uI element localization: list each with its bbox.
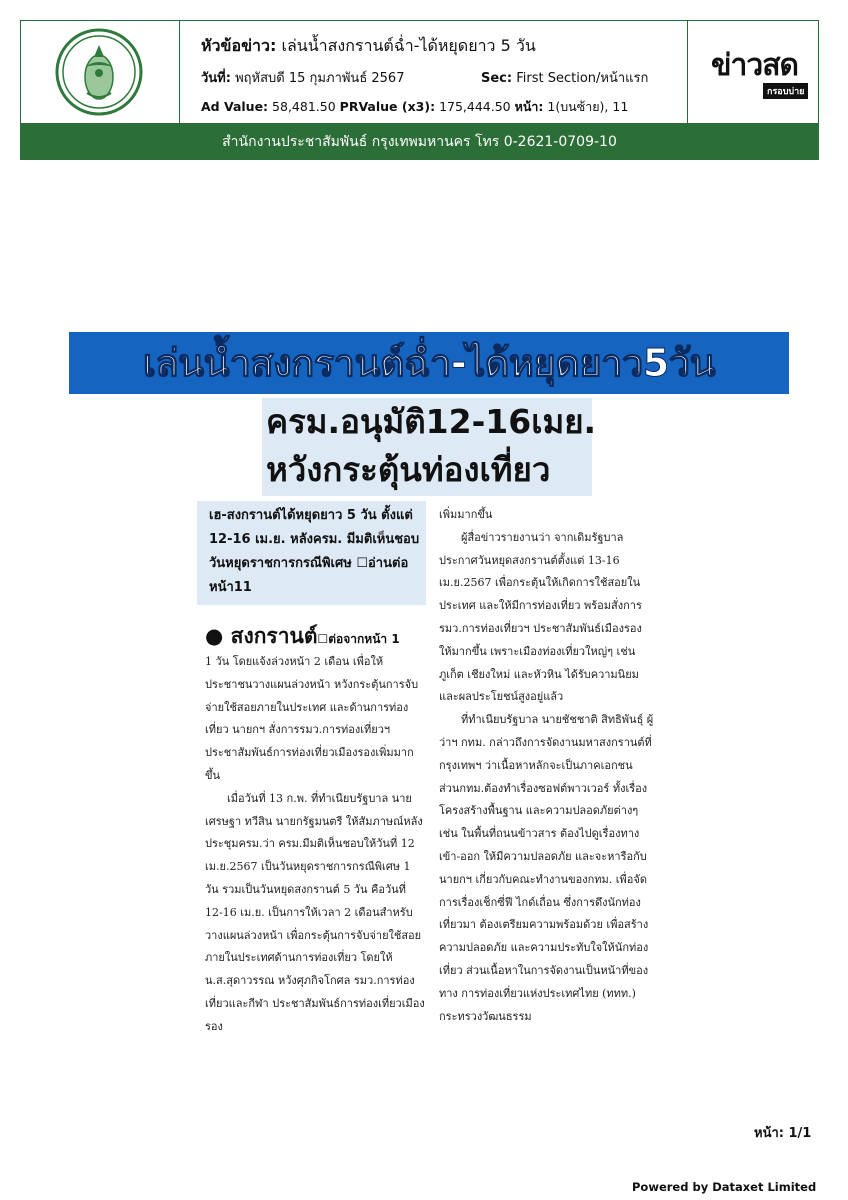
powered-by: Powered by Dataxet Limited [632,1180,817,1194]
paragraph: ที่ทำเนียบรัฐบาล นายชัชชาติ สิทธิพันธุ์ ผู้ว่าฯ กทม. กล่าวถึงการจัดงานมหาสงกรานต์ที่กรุงเทพฯ ว่าเนื้อหาหลักจะเป็นภาคเอกชน ส่วนกทม.ต้องทำเรื่องซอฟต์พาวเวอร์ ทั้งเรื่องโครงสร้างพื้นฐาน และความปลอดภัยต่างๆ เช่น ในพื้นที่ถนนข้าวสาร ต้องไปดูเรื่องทางเข้า-ออก ให้มีความปลอดภัย และจะหารือกับนายกฯ เกี่ยวกับคณะทำงานของกทม. เพื่อจัดการเรื่องเช็กซี่ฟี ไกด์เถื่อน ซึ่งการดึงนักท่องเที่ยวมา ต้องเตรียมความพร้อมด้วย เพื่อสร้างความปลอดภัย และความประทับใจให้นักท่องเที่ยว ส่วนเนื้อหาในการจัดงานเป็นหน้าที่ของทาง การท่องเที่ยวแห่งประเทศไทย (ททท.) กระทรวงวัฒนธรรม [439,713,654,1023]
date-row [201,67,404,88]
section-value: First Section/หน้าแรก [516,71,649,86]
headline-value: เล่นน้ำสงกรานต์ฉ่ำ-ได้หยุดยาว 5 วัน [281,36,536,55]
logo-text: ข่าวสด [711,48,798,83]
page-count: หน้า: 1/1 [754,1126,812,1141]
page-label: หน้า: [514,99,544,114]
kicker-title: ● สงกรานต์ [205,624,318,648]
subtitle-line-2: หวังกระตุ้นท่องเที่ยว [266,450,551,489]
headline-label: หัวข้อข่าว: [201,36,277,55]
ad-value: 58,481.50 [272,99,336,114]
paragraph: เพิ่มมากขึ้น [439,508,493,521]
value-row [201,97,628,117]
paragraph: ผู้สื่อข่าวรายงานว่า จากเดิมรัฐบาลประกาศวันหยุดสงกรานต์ตั้งแต่ 13-16 เม.ย.2567 เพื่อกระตุ้นให้เกิดการใช้สอยในประเทศ และให้มีการท่องเที่ยว พร้อมสั่งการรมว.การท่องเที่ยวฯ ประชาสัมพันธ์เมืองรองให้มากขึ้น เพราะเมืองท่องเที่ยวใหญ่ๆ เช่น ภูเก็ต เชียงใหม่ และหัวหิน ได้รับความนิยม และผลประโยชน์สูงอยู่แล้ว [439,530,642,704]
agency-banner: สำนักงานประชาสัมพันธ์ กรุงเทพมหานคร โทร 0-2621-0709-10 [20,124,819,160]
ad-value-label: Ad Value: [201,99,269,114]
section-row [481,67,648,88]
article-subtitle [262,398,597,496]
continuation-kicker [205,620,400,653]
date-label: วันที่: [201,71,231,86]
metadata-cell [179,21,688,123]
pr-value: 175,444.50 [439,99,511,114]
date-value: พฤหัสบดี 15 กุมภาพันธ์ 2567 [235,71,405,86]
headline-row [201,34,536,59]
seal-cell [21,21,180,123]
body-column-right [439,504,654,1028]
paragraph: 1 วัน โดยแจ้งล่วงหน้า 2 เดือน เพื่อให้ประชาชนวางแผนล่วงหน้า หวังกระตุ้นการจับจ่ายใช้สอยภายในประเทศ และด้านการท่องเที่ยว นายกฯ สั่งการรมว.การท่องเที่ยวฯ ประชาสัมพันธ์การท่องเที่ยวเมืองรองเพิ่มมากขึ้น [205,655,419,782]
clipping-header [20,20,819,124]
paragraph: เมื่อวันที่ 13 ก.พ. ที่ทำเนียบรัฐบาล นายเศรษฐา ทวีสิน นายกรัฐมนตรี ให้สัมภาษณ์หลังประชุมครม.ว่า ครม.มีมติเห็นชอบให้วันที่ 12 เม.ย.2567 เป็นวันหยุดราชการกรณีพิเศษ 1 วัน รวมเป็นวันหยุดสงกรานต์ 5 วัน คือวันที่ 12-16 เม.ย. เป็นการให้เวลา 2 เดือนสำหรับวางแผนล่วงหน้า เพื่อกระตุ้นการจับจ่ายใช้สอยภายในประเทศด้านการท่องเที่ยว โดยให้น.ส.สุดาวรรณ หวังศุภกิจโกศล รมว.การท่องเที่ยวและกีฬา ประชาสัมพันธ์การท่องเที่ยวเมืองรอง [205,791,425,1033]
body-column-left [205,651,427,1039]
pr-value-label: PRValue (x3): [339,99,436,114]
kicker-continued-from: ☐ต่อจากหน้า 1 [317,632,400,646]
teaser-box: เฮ-สงกรานต์ได้หยุดยาว 5 วัน ตั้งแต่ 12-16 เม.ย. หลังครม. มีมติเห็นชอบวันหยุดราชการกรณีพิเศษ ☐อ่านต่อหน้า11 [197,501,426,605]
page-value: 1(บนซ้าย), 11 [547,99,629,114]
bangkok-seal-icon [54,27,144,117]
article-title: เล่นน้ำสงกรานต์ฉ่ำ-ได้หยุดยาว5วัน [69,332,789,394]
subtitle-line-1: ครม.อนุมัติ12-16เมย. [266,402,597,441]
newspaper-logo [687,21,818,123]
logo-edition: กรอบบ่าย [763,83,808,99]
section-label: Sec: [481,71,513,86]
